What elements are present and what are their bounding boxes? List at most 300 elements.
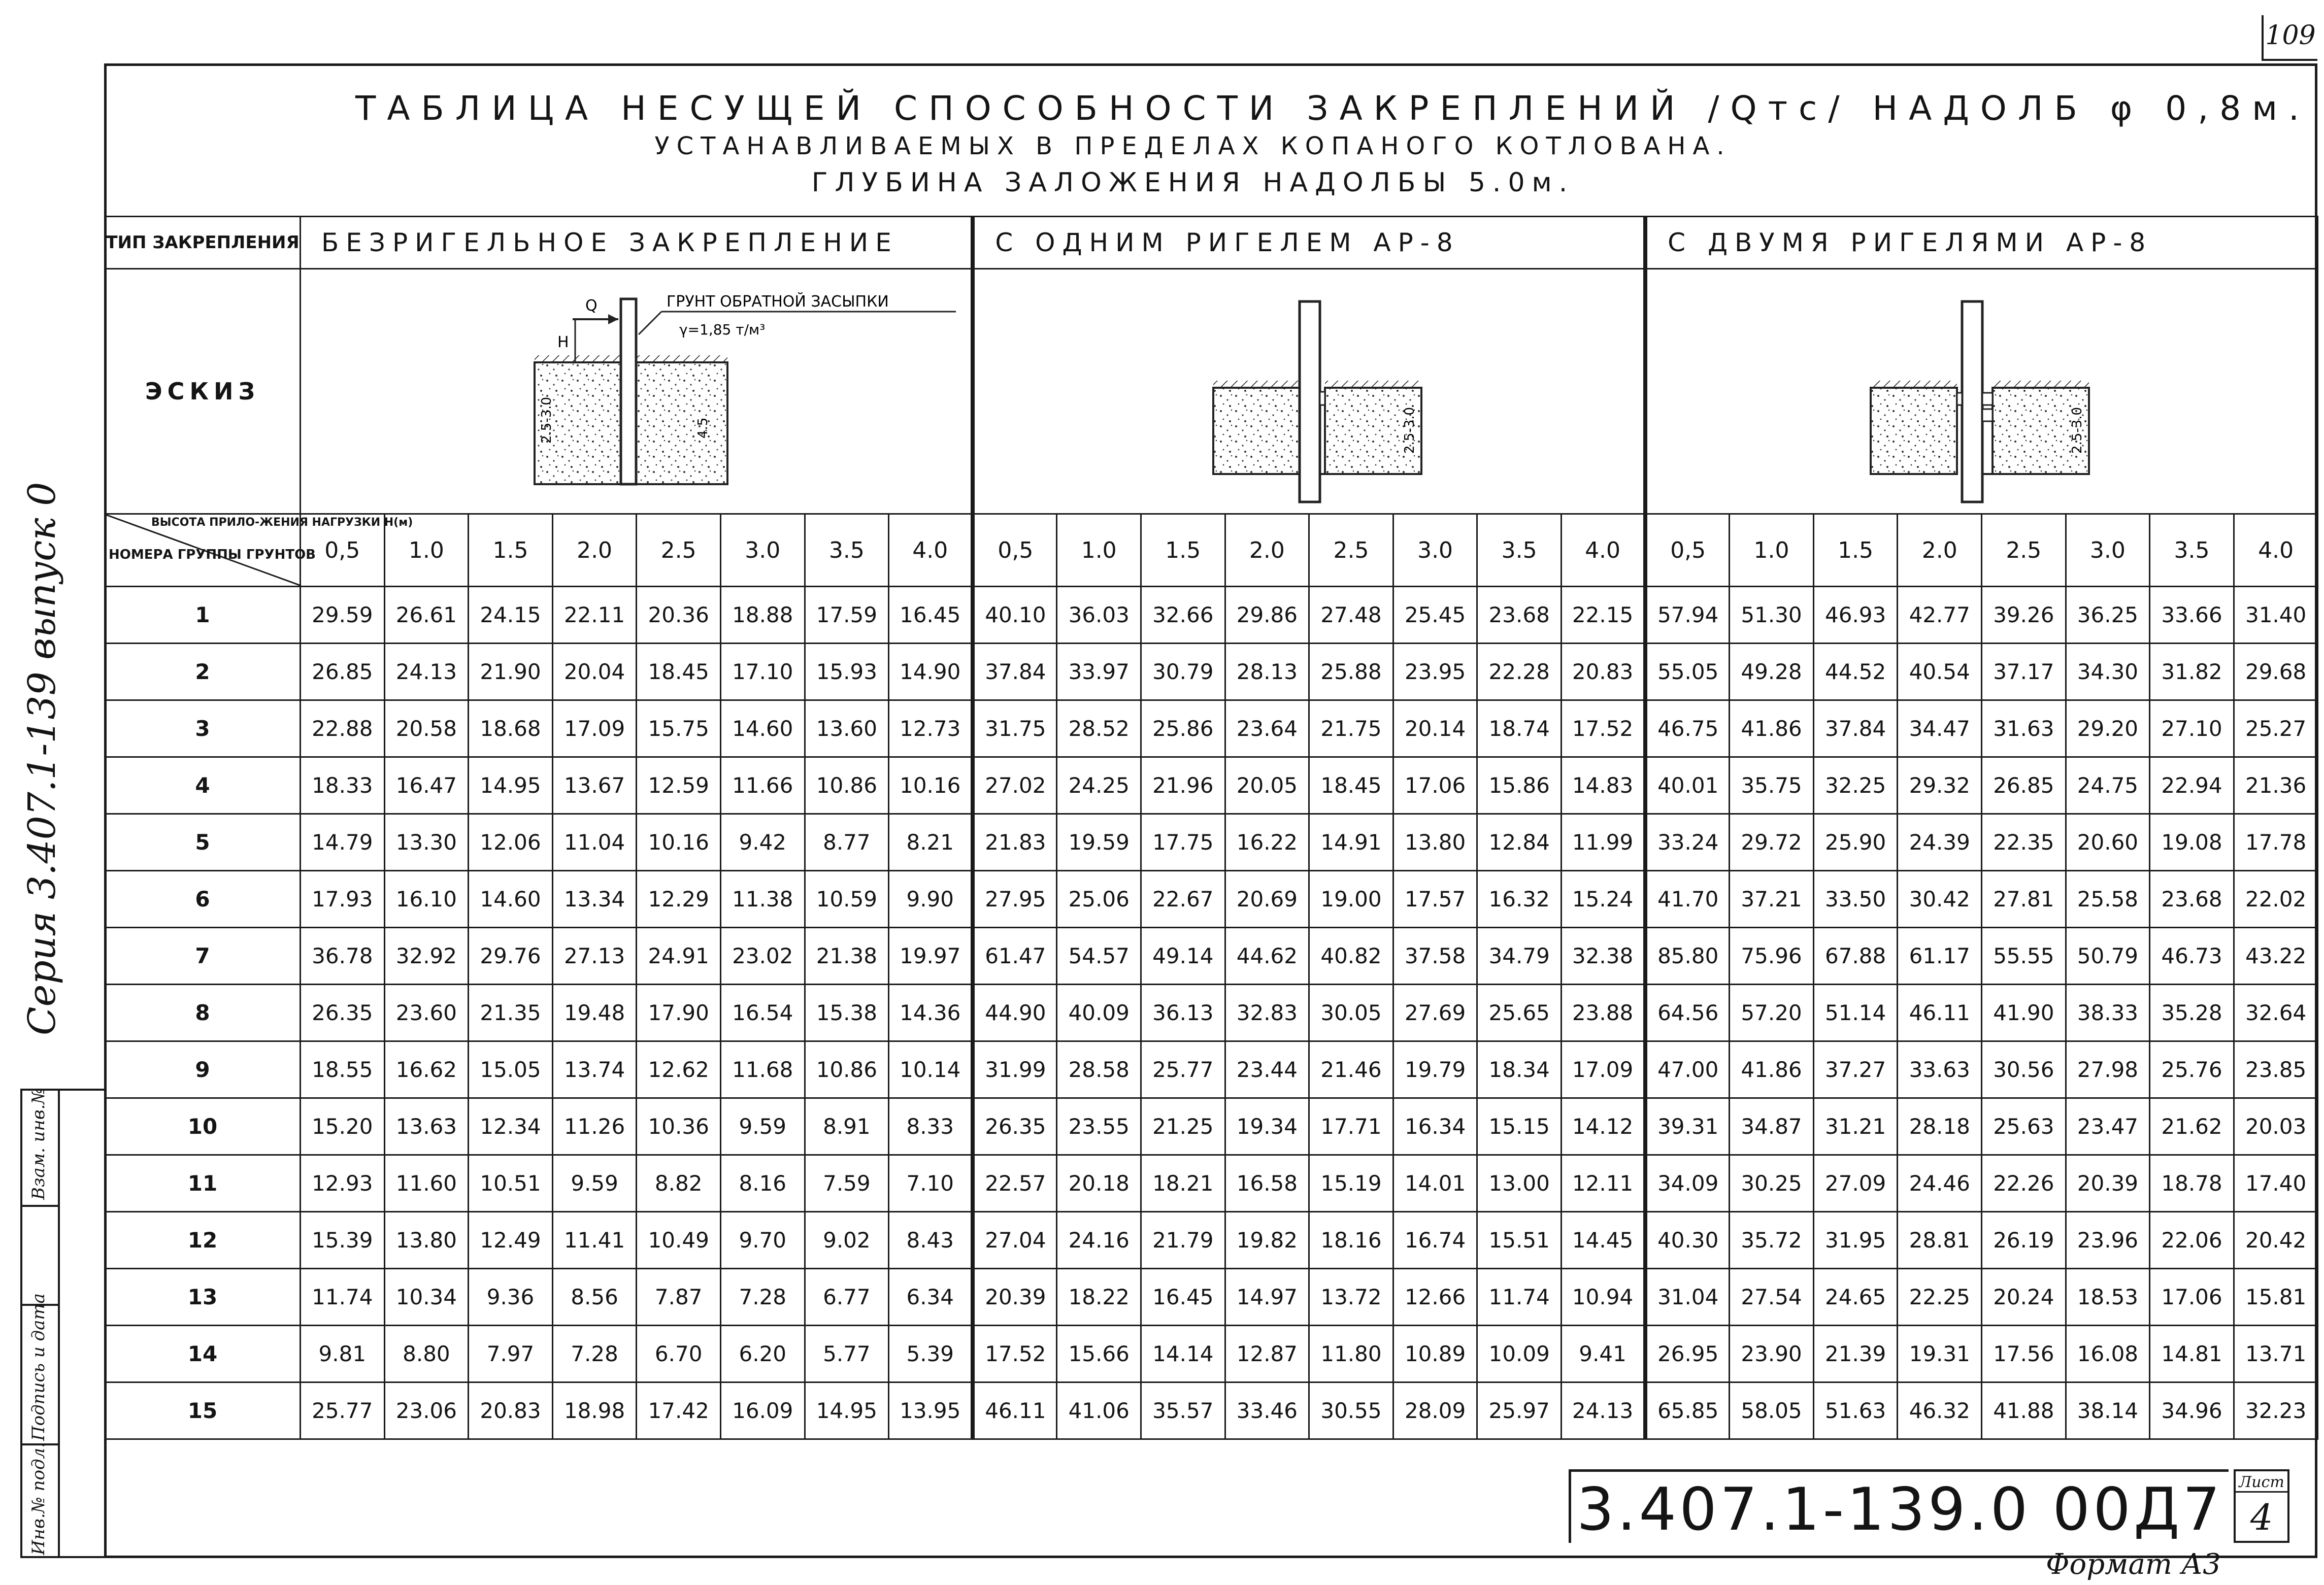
capacity-value-cell: 12.34 [469, 1098, 553, 1155]
capacity-value-cell: 9.41 [1561, 1326, 1645, 1382]
capacity-value-cell: 14.60 [469, 871, 553, 928]
capacity-value-cell: 25.65 [1477, 985, 1562, 1041]
capacity-value-cell: 10.94 [1561, 1269, 1645, 1326]
capacity-value-cell: 5.39 [889, 1326, 973, 1382]
capacity-value-cell: 27.98 [2066, 1041, 2150, 1098]
capacity-value-cell: 36.03 [1057, 587, 1141, 644]
capacity-value-cell: 8.91 [805, 1098, 889, 1155]
capacity-value-cell: 51.30 [1730, 587, 1814, 644]
capacity-value-cell: 18.45 [637, 644, 721, 700]
capacity-value-cell: 37.27 [1813, 1041, 1898, 1098]
capacity-value-cell: 26.85 [1982, 757, 2066, 814]
capacity-value-cell: 38.14 [2066, 1382, 2150, 1439]
capacity-value-cell: 25.76 [2150, 1041, 2234, 1098]
corner-height-label: ВЫСОТА ПРИЛО-ЖЕНИЯ НАГРУЗКИ Н(м) [151, 516, 413, 529]
capacity-value-cell: 20.04 [552, 644, 637, 700]
capacity-value-cell: 13.63 [384, 1098, 469, 1155]
capacity-value-cell: 12.06 [469, 814, 553, 871]
capacity-value-cell: 15.24 [1561, 871, 1645, 928]
capacity-value-cell: 9.90 [889, 871, 973, 928]
capacity-value-cell: 20.83 [469, 1382, 553, 1439]
capacity-value-cell: 29.68 [2234, 644, 2318, 700]
capacity-value-cell: 46.11 [1898, 985, 1982, 1041]
capacity-value-cell: 15.51 [1477, 1212, 1562, 1269]
capacity-value-cell: 34.30 [2066, 644, 2150, 700]
capacity-value-cell: 18.45 [1309, 757, 1393, 814]
capacity-value-cell: 17.78 [2234, 814, 2318, 871]
soil-group-number: 15 [105, 1382, 301, 1439]
soil-group-number: 10 [105, 1098, 301, 1155]
capacity-value-cell: 18.53 [2066, 1269, 2150, 1326]
capacity-value-cell: 18.88 [720, 587, 805, 644]
capacity-value-cell: 22.57 [973, 1155, 1057, 1212]
capacity-value-cell: 31.75 [973, 700, 1057, 757]
capacity-value-cell: 12.59 [637, 757, 721, 814]
depth-label-2: 4.5 [695, 417, 711, 439]
capacity-value-cell: 19.31 [1898, 1326, 1982, 1382]
table-row [105, 1269, 2318, 1326]
capacity-value-cell: 20.42 [2234, 1212, 2318, 1269]
capacity-value-cell: 19.79 [1393, 1041, 1477, 1098]
capacity-value-cell: 28.18 [1898, 1098, 1982, 1155]
capacity-value-cell: 17.42 [637, 1382, 721, 1439]
capacity-value-cell: 34.09 [1645, 1155, 1730, 1212]
table-row [105, 587, 2318, 644]
capacity-value-cell: 17.06 [2150, 1269, 2234, 1326]
capacity-value-cell: 16.22 [1225, 814, 1309, 871]
capacity-value-cell: 18.21 [1141, 1155, 1225, 1212]
capacity-value-cell: 7.10 [889, 1155, 973, 1212]
capacity-value-cell: 15.15 [1477, 1098, 1562, 1155]
capacity-value-cell: 29.76 [469, 928, 553, 985]
capacity-value-cell: 31.95 [1813, 1212, 1898, 1269]
capacity-value-cell: 21.96 [1141, 757, 1225, 814]
capacity-value-cell: 32.92 [384, 928, 469, 985]
capacity-value-cell: 17.10 [720, 644, 805, 700]
capacity-value-cell: 27.09 [1813, 1155, 1898, 1212]
capacity-value-cell: 27.69 [1393, 985, 1477, 1041]
capacity-value-cell: 23.90 [1730, 1326, 1814, 1382]
capacity-value-cell: 11.80 [1309, 1326, 1393, 1382]
capacity-value-cell: 16.47 [384, 757, 469, 814]
capacity-value-cell: 20.18 [1057, 1155, 1141, 1212]
capacity-value-cell: 17.57 [1393, 871, 1477, 928]
capacity-value-cell: 24.91 [637, 928, 721, 985]
capacity-value-cell: 20.83 [1561, 644, 1645, 700]
capacity-value-cell: 44.52 [1813, 644, 1898, 700]
soil-group-number: 12 [105, 1212, 301, 1269]
capacity-value-cell: 46.75 [1645, 700, 1730, 757]
capacity-value-cell: 41.86 [1730, 1041, 1814, 1098]
capacity-value-cell: 23.64 [1225, 700, 1309, 757]
capacity-value-cell: 10.36 [637, 1098, 721, 1155]
height-header-cell: 2.5 [1309, 514, 1393, 587]
capacity-value-cell: 7.59 [805, 1155, 889, 1212]
capacity-value-cell: 21.25 [1141, 1098, 1225, 1155]
capacity-value-cell: 20.24 [1982, 1269, 2066, 1326]
capacity-value-cell: 8.77 [805, 814, 889, 871]
capacity-value-cell: 28.09 [1393, 1382, 1477, 1439]
capacity-value-cell: 10.16 [637, 814, 721, 871]
capacity-value-cell: 20.36 [637, 587, 721, 644]
capacity-value-cell: 31.82 [2150, 644, 2234, 700]
capacity-value-cell: 16.74 [1393, 1212, 1477, 1269]
capacity-value-cell: 35.75 [1730, 757, 1814, 814]
capacity-value-cell: 33.66 [2150, 587, 2234, 644]
capacity-value-cell: 14.95 [469, 757, 553, 814]
table-row [105, 1155, 2318, 1212]
height-header-cell: 1.0 [1057, 514, 1141, 587]
capacity-value-cell: 9.02 [805, 1212, 889, 1269]
capacity-value-cell: 12.29 [637, 871, 721, 928]
capacity-value-cell: 12.93 [301, 1155, 385, 1212]
series-label: Серия 3.407.1-139 выпуск 0 [20, 482, 64, 1035]
capacity-value-cell: 17.93 [301, 871, 385, 928]
capacity-value-cell: 17.09 [552, 700, 637, 757]
capacity-value-cell: 34.79 [1477, 928, 1562, 985]
title-line-2: УСТАНАВЛИВАЕМЫХ В ПРЕДЕЛАХ КОПАНОГО КОТЛОВАНА. [654, 132, 1732, 160]
capacity-value-cell: 12.84 [1477, 814, 1562, 871]
capacity-value-cell: 51.14 [1813, 985, 1898, 1041]
capacity-value-cell: 18.16 [1309, 1212, 1393, 1269]
capacity-value-cell: 9.59 [552, 1155, 637, 1212]
soil-group-number: 4 [105, 757, 301, 814]
capacity-value-cell: 13.80 [384, 1212, 469, 1269]
capacity-value-cell: 15.81 [2234, 1269, 2318, 1326]
capacity-value-cell: 40.54 [1898, 644, 1982, 700]
capacity-value-cell: 14.14 [1141, 1326, 1225, 1382]
capacity-value-cell: 35.28 [2150, 985, 2234, 1041]
capacity-value-cell: 28.81 [1898, 1212, 1982, 1269]
capacity-value-cell: 24.25 [1057, 757, 1141, 814]
soil-group-number: 8 [105, 985, 301, 1041]
bearing-capacity-table [104, 216, 2318, 1440]
capacity-value-cell: 23.02 [720, 928, 805, 985]
capacity-value-cell: 15.39 [301, 1212, 385, 1269]
capacity-value-cell: 27.48 [1309, 587, 1393, 644]
capacity-value-cell: 15.93 [805, 644, 889, 700]
capacity-value-cell: 27.10 [2150, 700, 2234, 757]
capacity-value-cell: 14.45 [1561, 1212, 1645, 1269]
capacity-value-cell: 7.97 [469, 1326, 553, 1382]
capacity-value-cell: 30.25 [1730, 1155, 1814, 1212]
original-inventory-label: Инв.№ подл. [28, 1442, 49, 1555]
height-header-cell: 0,5 [1645, 514, 1730, 587]
capacity-value-cell: 30.05 [1309, 985, 1393, 1041]
capacity-value-cell: 22.06 [2150, 1212, 2234, 1269]
capacity-value-cell: 67.88 [1813, 928, 1898, 985]
capacity-value-cell: 31.99 [973, 1041, 1057, 1098]
capacity-value-cell: 24.75 [2066, 757, 2150, 814]
capacity-value-cell: 25.58 [2066, 871, 2150, 928]
capacity-value-cell: 22.88 [301, 700, 385, 757]
capacity-value-cell: 17.59 [805, 587, 889, 644]
capacity-value-cell: 42.77 [1898, 587, 1982, 644]
capacity-value-cell: 20.58 [384, 700, 469, 757]
height-header-cell: 1.5 [1813, 514, 1898, 587]
capacity-value-cell: 31.04 [1645, 1269, 1730, 1326]
capacity-value-cell: 10.49 [637, 1212, 721, 1269]
table-row [105, 700, 2318, 757]
capacity-value-cell: 15.66 [1057, 1326, 1141, 1382]
capacity-value-cell: 36.25 [2066, 587, 2150, 644]
capacity-value-cell: 33.50 [1813, 871, 1898, 928]
sheet-box [2234, 1469, 2289, 1543]
capacity-value-cell: 18.55 [301, 1041, 385, 1098]
capacity-value-cell: 85.80 [1645, 928, 1730, 985]
capacity-value-cell: 37.21 [1730, 871, 1814, 928]
capacity-value-cell: 10.09 [1477, 1326, 1562, 1382]
capacity-value-cell: 11.38 [720, 871, 805, 928]
capacity-value-cell: 49.14 [1141, 928, 1225, 985]
capacity-value-cell: 22.15 [1561, 587, 1645, 644]
paper-format: Формат А3 [2046, 1548, 2221, 1581]
capacity-value-cell: 9.81 [301, 1326, 385, 1382]
capacity-value-cell: 11.04 [552, 814, 637, 871]
capacity-value-cell: 10.16 [889, 757, 973, 814]
capacity-value-cell: 8.33 [889, 1098, 973, 1155]
capacity-value-cell: 20.03 [2234, 1098, 2318, 1155]
capacity-value-cell: 12.11 [1561, 1155, 1645, 1212]
capacity-value-cell: 11.66 [720, 757, 805, 814]
capacity-value-cell: 61.47 [973, 928, 1057, 985]
capacity-value-cell: 33.46 [1225, 1382, 1309, 1439]
capacity-value-cell: 18.33 [301, 757, 385, 814]
capacity-value-cell: 36.78 [301, 928, 385, 985]
capacity-value-cell: 25.27 [2234, 700, 2318, 757]
capacity-value-cell: 12.66 [1393, 1269, 1477, 1326]
capacity-value-cell: 12.87 [1225, 1326, 1309, 1382]
capacity-value-cell: 10.89 [1393, 1326, 1477, 1382]
capacity-value-cell: 15.05 [469, 1041, 553, 1098]
height-header-cell: 2.0 [552, 514, 637, 587]
sketch-one-crossbar [973, 269, 1645, 514]
capacity-value-cell: 13.74 [552, 1041, 637, 1098]
capacity-value-cell: 11.74 [301, 1269, 385, 1326]
capacity-value-cell: 19.48 [552, 985, 637, 1041]
capacity-value-cell: 26.85 [301, 644, 385, 700]
capacity-value-cell: 21.46 [1309, 1041, 1393, 1098]
capacity-value-cell: 7.28 [720, 1269, 805, 1326]
capacity-value-cell: 40.09 [1057, 985, 1141, 1041]
capacity-value-cell: 14.97 [1225, 1269, 1309, 1326]
capacity-value-cell: 29.86 [1225, 587, 1309, 644]
capacity-value-cell: 40.01 [1645, 757, 1730, 814]
capacity-value-cell: 19.08 [2150, 814, 2234, 871]
height-header-cell: 1.5 [1141, 514, 1225, 587]
capacity-value-cell: 27.54 [1730, 1269, 1814, 1326]
type-header: ТИП ЗАКРЕПЛЕНИЯ [105, 217, 301, 269]
capacity-value-cell: 21.39 [1813, 1326, 1898, 1382]
signature-date-label: Подпись и дата [28, 1293, 49, 1441]
capacity-value-cell: 8.82 [637, 1155, 721, 1212]
capacity-value-cell: 23.95 [1393, 644, 1477, 700]
capacity-value-cell: 35.57 [1141, 1382, 1225, 1439]
capacity-value-cell: 18.74 [1477, 700, 1562, 757]
capacity-value-cell: 23.60 [384, 985, 469, 1041]
soil-group-number: 14 [105, 1326, 301, 1382]
capacity-value-cell: 19.34 [1225, 1098, 1309, 1155]
capacity-value-cell: 16.62 [384, 1041, 469, 1098]
title-line-1: ТАБЛИЦА НЕСУЩЕЙ СПОСОБНОСТИ ЗАКРЕПЛЕНИЙ /Qтс/ НАДОЛБ φ 0,8м. [355, 89, 2310, 128]
soil-group-number: 11 [105, 1155, 301, 1212]
capacity-value-cell: 21.75 [1309, 700, 1393, 757]
soil-group-number: 1 [105, 587, 301, 644]
capacity-value-cell: 41.88 [1982, 1382, 2066, 1439]
capacity-value-cell: 33.24 [1645, 814, 1730, 871]
capacity-value-cell: 14.79 [301, 814, 385, 871]
capacity-value-cell: 49.28 [1730, 644, 1814, 700]
sketch-two-crossbars [1645, 269, 2318, 514]
capacity-value-cell: 20.39 [973, 1269, 1057, 1326]
capacity-value-cell: 44.90 [973, 985, 1057, 1041]
capacity-value-cell: 13.95 [889, 1382, 973, 1439]
height-header-cell: 2.0 [1898, 514, 1982, 587]
capacity-value-cell: 50.79 [2066, 928, 2150, 985]
capacity-value-cell: 12.49 [469, 1212, 553, 1269]
capacity-value-cell: 7.28 [552, 1326, 637, 1382]
capacity-value-cell: 55.55 [1982, 928, 2066, 985]
capacity-value-cell: 46.32 [1898, 1382, 1982, 1439]
capacity-value-cell: 17.40 [2234, 1155, 2318, 1212]
capacity-value-cell: 22.28 [1477, 644, 1562, 700]
capacity-value-cell: 40.82 [1309, 928, 1393, 985]
height-header-cell: 1.0 [1730, 514, 1814, 587]
capacity-value-cell: 29.20 [2066, 700, 2150, 757]
capacity-value-cell: 23.88 [1561, 985, 1645, 1041]
capacity-value-cell: 22.02 [2234, 871, 2318, 928]
capacity-value-cell: 17.09 [1561, 1041, 1645, 1098]
capacity-value-cell: 41.06 [1057, 1382, 1141, 1439]
capacity-value-cell: 41.90 [1982, 985, 2066, 1041]
capacity-value-cell: 18.98 [552, 1382, 637, 1439]
capacity-value-cell: 31.40 [2234, 587, 2318, 644]
capacity-value-cell: 37.17 [1982, 644, 2066, 700]
capacity-value-cell: 17.71 [1309, 1098, 1393, 1155]
depth-label-4: 2.5-3.0 [2070, 407, 2085, 454]
capacity-value-cell: 57.20 [1730, 985, 1814, 1041]
capacity-value-cell: 17.06 [1393, 757, 1477, 814]
capacity-value-cell: 35.72 [1730, 1212, 1814, 1269]
capacity-value-cell: 23.85 [2234, 1041, 2318, 1098]
capacity-value-cell: 14.81 [2150, 1326, 2234, 1382]
capacity-value-cell: 15.86 [1477, 757, 1562, 814]
capacity-value-cell: 18.34 [1477, 1041, 1562, 1098]
capacity-value-cell: 37.84 [1813, 700, 1898, 757]
capacity-value-cell: 27.95 [973, 871, 1057, 928]
capacity-value-cell: 46.73 [2150, 928, 2234, 985]
capacity-value-cell: 23.68 [1477, 587, 1562, 644]
capacity-value-cell: 21.79 [1141, 1212, 1225, 1269]
capacity-value-cell: 37.84 [973, 644, 1057, 700]
table-row [105, 928, 2318, 985]
height-header-cell: 3.0 [2066, 514, 2150, 587]
table-row [105, 1098, 2318, 1155]
capacity-value-cell: 44.62 [1225, 928, 1309, 985]
capacity-value-cell: 13.80 [1393, 814, 1477, 871]
capacity-value-cell: 30.79 [1141, 644, 1225, 700]
capacity-value-cell: 23.68 [2150, 871, 2234, 928]
capacity-value-cell: 14.90 [889, 644, 973, 700]
height-header-cell: 3.0 [720, 514, 805, 587]
document-code: 3.407.1-139.0 00Д7 [1569, 1469, 2229, 1543]
capacity-value-cell: 20.14 [1393, 700, 1477, 757]
capacity-value-cell: 24.65 [1813, 1269, 1898, 1326]
capacity-value-cell: 22.35 [1982, 814, 2066, 871]
capacity-value-cell: 19.59 [1057, 814, 1141, 871]
capacity-value-cell: 32.64 [2234, 985, 2318, 1041]
capacity-value-cell: 19.97 [889, 928, 973, 985]
capacity-value-cell: 6.20 [720, 1326, 805, 1382]
capacity-value-cell: 9.36 [469, 1269, 553, 1326]
capacity-value-cell: 41.70 [1645, 871, 1730, 928]
section-header-two-crossbars: С ДВУМЯ РИГЕЛЯМИ АР-8 [1645, 217, 2318, 269]
capacity-value-cell: 34.96 [2150, 1382, 2234, 1439]
capacity-value-cell: 6.77 [805, 1269, 889, 1326]
capacity-value-cell: 32.25 [1813, 757, 1898, 814]
capacity-value-cell: 11.68 [720, 1041, 805, 1098]
capacity-value-cell: 20.60 [2066, 814, 2150, 871]
capacity-value-cell: 16.45 [889, 587, 973, 644]
capacity-value-cell: 13.00 [1477, 1155, 1562, 1212]
capacity-value-cell: 32.83 [1225, 985, 1309, 1041]
capacity-value-cell: 16.10 [384, 871, 469, 928]
capacity-value-cell: 22.67 [1141, 871, 1225, 928]
capacity-value-cell: 20.39 [2066, 1155, 2150, 1212]
capacity-value-cell: 9.42 [720, 814, 805, 871]
capacity-value-cell: 12.73 [889, 700, 973, 757]
capacity-value-cell: 28.58 [1057, 1041, 1141, 1098]
soil-group-number: 2 [105, 644, 301, 700]
capacity-value-cell: 21.90 [469, 644, 553, 700]
capacity-value-cell: 14.83 [1561, 757, 1645, 814]
depth-label-1: 2.5-3.0 [539, 396, 554, 444]
soil-group-number: 5 [105, 814, 301, 871]
capacity-value-cell: 21.35 [469, 985, 553, 1041]
soil-group-number: 3 [105, 700, 301, 757]
capacity-value-cell: 13.34 [552, 871, 637, 928]
capacity-value-cell: 33.97 [1057, 644, 1141, 700]
page-number: 109 [2262, 15, 2317, 61]
capacity-value-cell: 27.13 [552, 928, 637, 985]
capacity-value-cell: 43.22 [2234, 928, 2318, 985]
capacity-value-cell: 34.87 [1730, 1098, 1814, 1155]
capacity-value-cell: 17.56 [1982, 1326, 2066, 1382]
capacity-value-cell: 26.61 [384, 587, 469, 644]
capacity-value-cell: 32.66 [1141, 587, 1225, 644]
sketch-two-crossbars-drawing [1647, 271, 2317, 510]
soil-group-number: 13 [105, 1269, 301, 1326]
capacity-value-cell: 24.15 [469, 587, 553, 644]
capacity-value-cell: 54.57 [1057, 928, 1141, 985]
capacity-value-cell: 17.52 [1561, 700, 1645, 757]
capacity-value-cell: 21.36 [2234, 757, 2318, 814]
capacity-value-cell: 8.56 [552, 1269, 637, 1326]
sketch-header: ЭСКИЗ [105, 269, 301, 514]
capacity-value-cell: 29.59 [301, 587, 385, 644]
capacity-value-cell: 21.38 [805, 928, 889, 985]
capacity-value-cell: 17.90 [637, 985, 721, 1041]
capacity-value-cell: 20.69 [1225, 871, 1309, 928]
capacity-value-cell: 17.52 [973, 1326, 1057, 1382]
corner-soil-group-label: НОМЕРА ГРУППЫ ГРУНТОВ [109, 547, 316, 562]
capacity-value-cell: 10.14 [889, 1041, 973, 1098]
capacity-value-cell: 24.13 [384, 644, 469, 700]
height-header-cell: 4.0 [2234, 514, 2318, 587]
capacity-value-cell: 31.21 [1813, 1098, 1898, 1155]
capacity-value-cell: 26.19 [1982, 1212, 2066, 1269]
section-header-one-crossbar: С ОДНИМ РИГЕЛЕМ АР-8 [973, 217, 1645, 269]
